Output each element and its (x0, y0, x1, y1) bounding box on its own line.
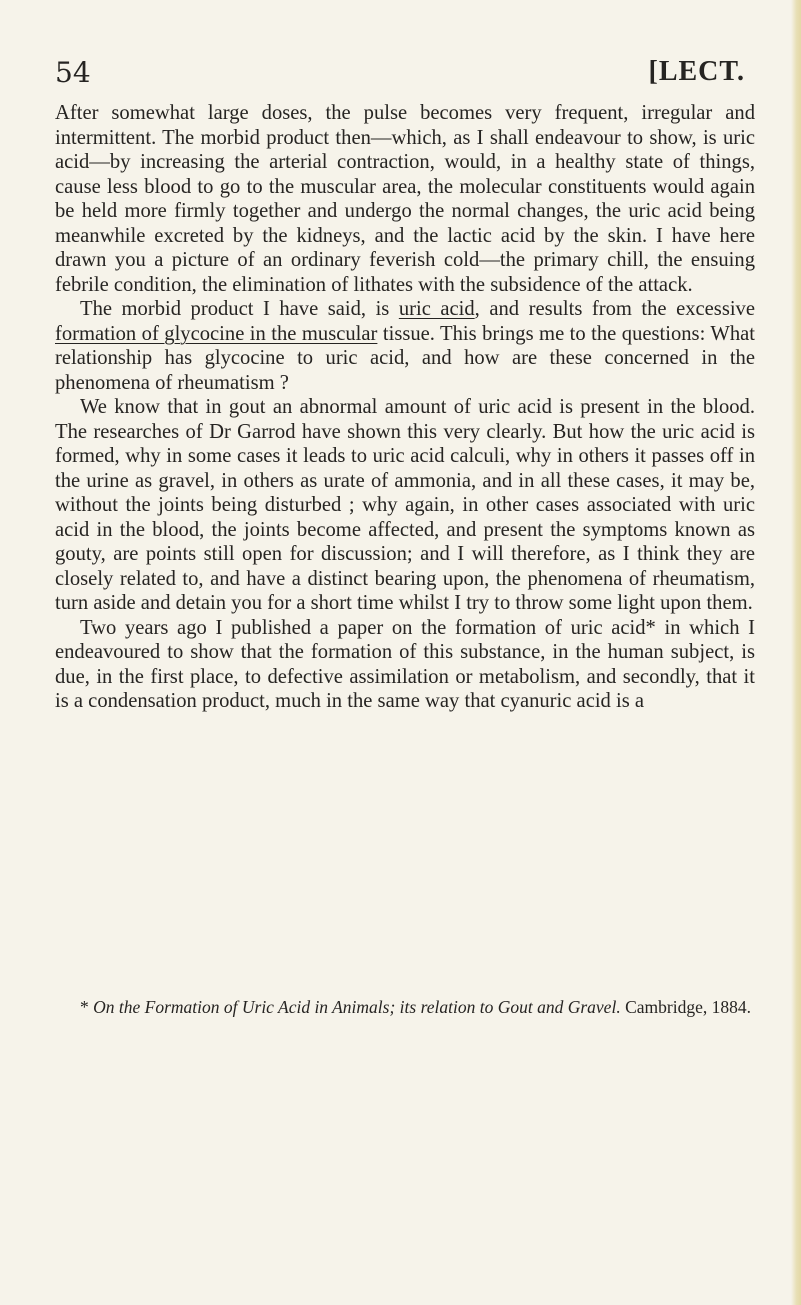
paragraph-2-part-3: tissue. This brings me to the questions: What relationship has glycocine to uric acid, and how are these concerned in the phenomena of rheumatism ? (55, 322, 755, 394)
paragraph-2-part-2: , and results from the excessive (474, 298, 755, 320)
footnote-mark: * (80, 997, 94, 1017)
page-header (55, 56, 745, 96)
underlined-glycocine-formation: formation of glycocine in the muscular (55, 322, 378, 345)
running-head: [LECT. (648, 56, 745, 87)
paragraph-1: After somewhat large doses, the pulse becomes very frequent, irregular and intermittent. The morbid product then—which, as I shall endeavour to show, is uric acid—by increasing the arterial contraction, would, in a healthy state of things, cause less blood to go to the muscular area, the molecular constituents would again be held more firmly together and undergo the normal changes, the uric acid being meanwhile excreted by the kidneys, and the lactic acid by the skin. I have here drawn you a picture of an ordinary feverish cold—the primary chill, the ensuing febrile condition, the elimination of lithates with the subsidence of the attack. (55, 102, 755, 296)
paragraph-3: We know that in gout an abnormal amount of uric acid is present in the blood. The researches of Dr Garrod have shown this very clearly. But how the uric acid is formed, why in some cases it leads to uric acid calculi, why in others it passes off in the urine as gravel, in others as urate of ammonia, and in all these cases, it may be, without the joints being disturbed ; why again, in other cases associated with uric acid in the blood, the joints become affected, and present the symptoms known as gouty, are points still open for discussion; and I will therefore, as I think they are closely related to, and have a distinct bearing upon, the phenomena of rheumatism, turn aside and detain you for a short time whilst I try to throw some light upon them. (55, 396, 755, 614)
page-edge-shadow (791, 0, 801, 1305)
body-text (55, 101, 755, 714)
paragraph-2 (55, 297, 755, 395)
footnote-title: On the Formation of Uric Acid in Animals; its relation to Gout and Gravel. (93, 997, 621, 1017)
footnote (55, 996, 755, 1019)
paragraph-2-part-1: The morbid product I have said, is (80, 298, 399, 320)
paragraph-4: Two years ago I published a paper on the formation of uric acid* in which I endeavoured to show that the formation of this substance, in the human subject, is due, in the first place, to defective assimilation or metabolism, and secondly, that it is a condensation product, much in the same way that cyanuric acid is a (55, 616, 755, 712)
page-number: 54 (55, 56, 91, 89)
underlined-uric-acid: uric acid (398, 298, 475, 320)
footnote-publication: Cambridge, 1884. (620, 997, 751, 1017)
